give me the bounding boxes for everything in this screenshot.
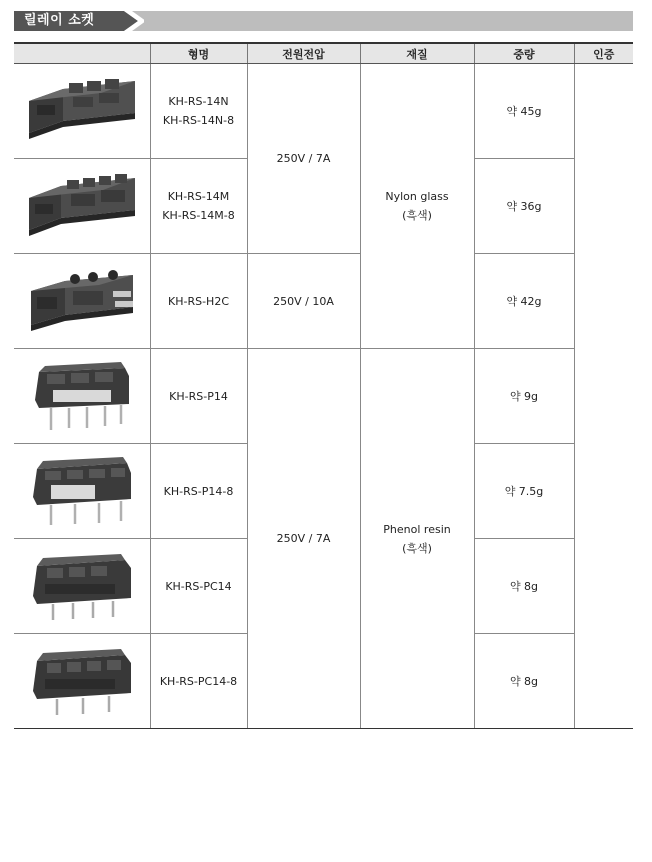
relay-socket-h2c-icon (17, 261, 147, 341)
model-name: KH-RS-14N (168, 95, 229, 108)
weight-cell: 약 9g (474, 349, 574, 444)
product-image-cell (14, 444, 150, 539)
table-row (14, 349, 633, 444)
model-name: KH-RS-PC14-8 (159, 674, 238, 688)
model-name: KH-RS-P14-8 (163, 484, 234, 498)
relay-socket-pc14-icon (17, 546, 147, 626)
relay-socket-p14-icon (17, 356, 147, 436)
model-name: KH-RS-P14 (169, 389, 228, 403)
model-name: KH-RS-PC14 (165, 579, 232, 593)
section-banner (14, 11, 633, 31)
model-cell (150, 634, 247, 729)
model-name: KH-RS-14M-8 (162, 209, 235, 222)
relay-socket-p14-8-icon (17, 451, 147, 531)
model-cell (150, 539, 247, 634)
weight-cell: 약 7.5g (474, 444, 574, 539)
material-color: (흑색) (402, 541, 432, 555)
product-image-cell (14, 159, 150, 254)
voltage-cell: 250V / 7A (247, 64, 360, 254)
relay-socket-spec-table (14, 42, 633, 729)
model-name: KH-RS-14M (167, 190, 230, 203)
header-weight: 중량 (474, 43, 574, 64)
product-image-cell (14, 539, 150, 634)
model-cell (150, 159, 247, 254)
cert-cell (574, 64, 633, 729)
weight-cell: 약 8g (474, 634, 574, 729)
header-voltage: 전원전압 (247, 43, 360, 64)
relay-socket-14n-icon (17, 71, 147, 151)
table-row (14, 64, 633, 159)
material-cell (360, 64, 474, 349)
table-header-row (14, 43, 633, 64)
weight-cell: 약 8g (474, 539, 574, 634)
model-cell (150, 64, 247, 159)
voltage-cell: 250V / 10A (247, 254, 360, 349)
weight-cell: 약 42g (474, 254, 574, 349)
relay-socket-pc14-8-icon (17, 641, 147, 721)
model-cell (150, 444, 247, 539)
relay-socket-14m-icon (17, 166, 147, 246)
product-image-cell (14, 64, 150, 159)
weight-cell: 약 45g (474, 64, 574, 159)
model-cell (150, 349, 247, 444)
product-image-cell (14, 254, 150, 349)
voltage-cell: 250V / 7A (247, 349, 360, 729)
material-name: Phenol resin (383, 522, 451, 536)
header-cert: 인증 (574, 43, 633, 64)
material-cell (360, 349, 474, 729)
header-material: 재질 (360, 43, 474, 64)
material-name: Nylon glass (385, 190, 449, 203)
section-title: 릴레이 소켓 (24, 13, 95, 28)
table-row (14, 254, 633, 349)
model-name: KH-RS-H2C (168, 294, 229, 308)
header-image (14, 43, 150, 64)
product-image-cell (14, 634, 150, 729)
model-name: KH-RS-14N-8 (162, 114, 235, 127)
product-image-cell (14, 349, 150, 444)
model-cell (150, 254, 247, 349)
material-color: (흑색) (402, 209, 432, 222)
header-model: 형명 (150, 43, 247, 64)
weight-cell: 약 36g (474, 159, 574, 254)
